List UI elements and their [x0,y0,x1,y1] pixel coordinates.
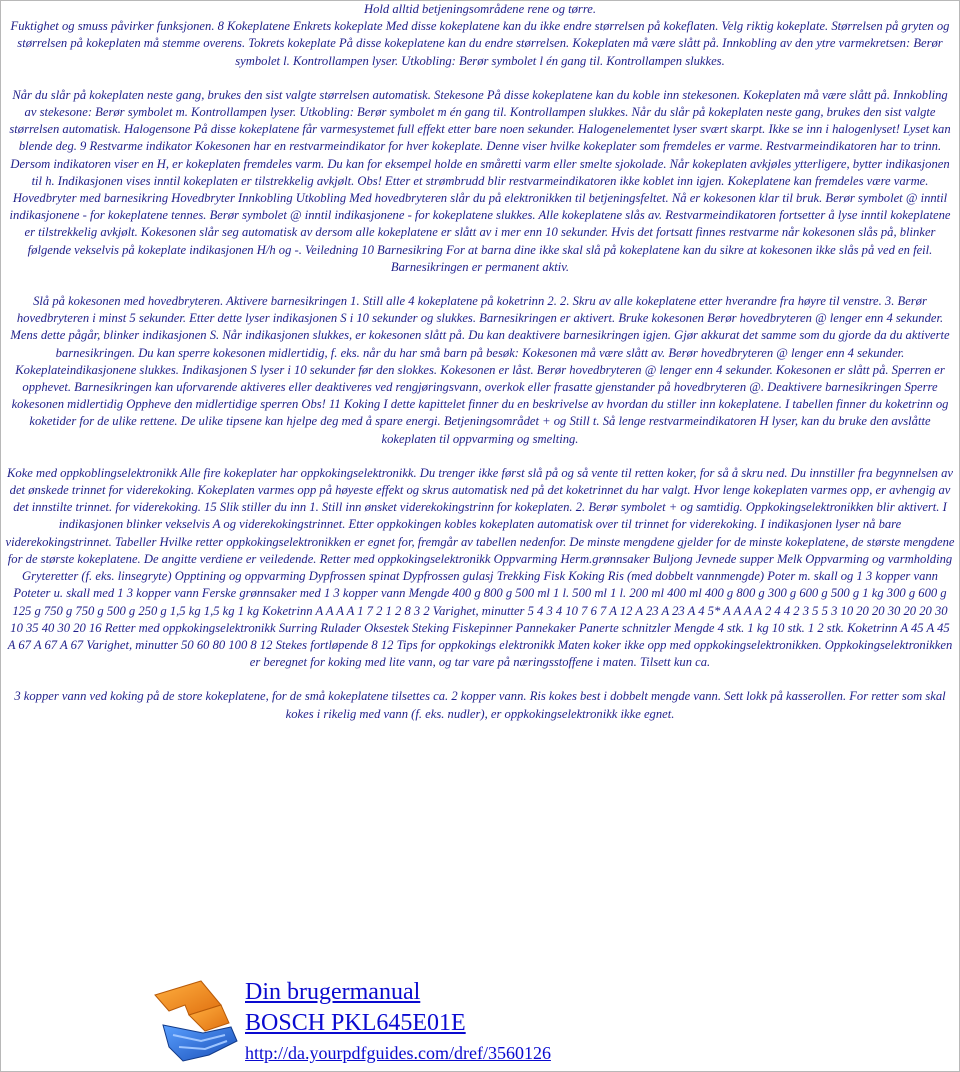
url-link[interactable]: http://da.yourpdfguides.com/dref/3560126 [245,1043,551,1063]
product-link[interactable]: BOSCH PKL645E01E [245,1010,466,1036]
document-body [5,1,955,723]
paragraph-roasting-zone: Når du slår på kokeplaten neste gang, brukes den sist valgte størrelsen automatisk. Stekesone På disse kokeplatene kan du koble inn stekesonen. Kokeplaten må være slått på. Innkobling av stekesone: Berør symbolet m. Kontrollampen lyser. Utkobling: Berør symbolet m én gang til. Kontrollampen slukkes. Når du slår på kokeplaten neste gang, brukes den sist valgte størrelsen automatisk. Halogensone På disse kokeplatene får varmesystemet full effekt etter bare noen sekunder. Halogenelementet lyser svært skarpt. Ikke se inn i halogenlyset! Lyset kan blende deg. 9 Restvarme indikator Kokesonen har en restvarmeindikator for hver kokeplate. Denne viser hvilke kokeplater som fremdeles er varme. Restvarmeindikatoren har to trinn. Dersom indikatoren viser en H, er kokeplaten fremdeles varm. Du kan for eksempel holde en småretti varm eller smelte sjokolade. Når kokeplaten avkjøles ytterligere, bytter indikasjonen til h. Indikasjonen vises inntil kokeplaten er tilstrekkelig avkjølt. Obs! Etter et strømbrudd blir restvarmeindikatoren ikke koblet inn igjen. Kokeplatene kan fremdeles være varme. Hovedbryter med barnesikring Hovedbryter Innkobling Utkobling Med hovedbryteren slår du på elektronikken til betjeningsfeltet. Nå er kokesonen klar til bruk. Berør symbolet @ inntil indikasjonene - for kokeplatene tennes. Berør symbolet @ inntil indikasjonene - for kokeplatene slukkes. Alle kokeplatene slås av. Restvarmeindikatoren fortsetter å lyse inntil kokeplatene er tilstrekkelig avkjølt. Kokesonen slår seg automatisk av dersom alle kokeplatene er slått av i mer enn 10 sekunder. Hvis det fortsatt finnes restvarme når kokesonen slås på, blinker følgende vekselvis på kokeplate indikasjonen H/h og -. Veiledning 10 Barnesikring For at barna dine ikke skal slå på kokeplatene kan du sikre at kokesonen ikke slås på ved en feil. Barnesikringen er permanent aktiv. [9,87,951,274]
paragraph-spacer [5,276,955,293]
paragraph-care: Hold alltid betjeningsområdene rene og tørre. [363,2,597,16]
paragraph-hotplates: Fuktighet og smuss påvirker funksjonen. 8 Kokeplatene Enkrets kokeplate Med disse kokeplatene kan du ikke endre størrelsen på kokeflaten. Velg riktig kokeplate. Størrelsen på gryten og størrelsen på kokeplaten må stemme overens. Tokrets kokeplate På disse kokeplatene kan du endre størrelsen. Kokeplaten må være slått på. Innkobling av den ytre varmekretsen: Berør symbolet l. Kontrollampen lyser. Utkobling: Berør symbolet l én gang til. Kontrollampen slukkes. [10,19,950,68]
manual-link[interactable]: Din brugermanual [245,979,421,1005]
paragraph-spacer [5,448,955,465]
paragraph-child-lock: Slå på kokesonen med hovedbryteren. Aktivere barnesikringen 1. Still alle 4 kokeplatene på koketrinn 2. 2. Skru av alle kokeplatene etter hverandre fra høyre til venstre. 3. Berør hovedbryteren i minst 5 sekunder. Etter dette lyser indikasjonen S i 10 sekunder og slukkes. Barnesikringen er aktivert. Bruke kokesonen Berør hovedbryteren @ lenger enn 4 sekunder. Mens dette pågår, blinker indikasjonen S. Når indikasjonen slukkes, er kokesonen slått på. Du kan deaktivere barnesikringen igjen. Gjør akkurat det samme som du gjorde da du aktiverte barnesikringen. Du kan sperre kokesonen midlertidig, f. eks. når du har små barn på besøk: Kokesonen må være slått av. Berør hovedbryteren @ lenger enn 4 sekunder. Kokeplateindikasjonene slukkes. Indikasjonen S lyser i 10 sekunder før den slokkes. Kokesonen er låst. Berør hovedbryteren @ lenger enn 4 sekunder. Kokesonen er slått på. Sperren er opphevet. Barnesikringen kan uforvarende aktiveres eller deaktiveres ved rengjøringsvann, overkok eller frasatte gjenstander på hovedbryteren @. Deaktivere barnesikringen Sperre kokesonen midlertidig Oppheve den midlertidige sperren Obs! 11 Koking I dette kapittelet finner du en beskrivelse av hvordan du stiller inn kokeplatene. I tabellen finner du koketrinn og koketider for de ulike rettene. De ulike tipsene kan hjelpe deg med å spare energi. Betjeningsområdet + og Still t. Så lenge restvarmeindikatoren H lyser, kan du bruke den avslåtte kokeplaten til oppvarming og smelting. [10,294,950,446]
paragraph-boil-electronics: Koke med oppkoblingselektronikk Alle fire kokeplater har oppkokingselektronikk. Du trenger ikke først slå på og så vente til retten koker, for så å skru ned. Du innstiller fra begynnelsen av det ønskede trinnet for viderekoking. Kokeplaten varmes opp på høyeste effekt og skrus automatisk ned på det koketrinnet du har valgt. Hvor lenge kokeplaten varmes opp, er avhengig av det innstilte trinnet. for viderekoking. 15 Slik stiller du inn 1. Still inn ønsket viderekokingstrinn for kokeplaten. 2. Berør symbolet + og samtidig. Oppkokingselektronikken blir aktivert. I indikasjonen blinker vekselvis A og viderekokingstrinnet. Etter oppkokingen kobles kokeplaten automatisk over til trinnet for viderekoking. I indikasjonen lyser nå bare viderekokingstrinnet. Tabeller Hvilke retter oppkokingselektronikken er egnet for, fremgår av tabellen nedenfor. De minste mengdene gjelder for de minste kokeplatene, de største mengdene for de største kokeplatene. De angitte verdiene er veiledende. Retter med oppkokingselektronikk Oppvarming Herm.grønnsaker Buljong Jevnede supper Melk Oppvarming og varmholding Gryteretter (f. eks. linsegryte) Opptining og oppvarming Dypfrossen spinat Dypfrossen gulasj Trekking Fisk Koking Ris (med dobbelt vannmengde) Poter m. skall og 1 3 kopper vann Poteter u. skall med 1 3 kopper vann Ferske grønnsaker med 1 3 kopper vann Mengde 400 g 800 g 500 ml 1 l. 500 ml 1 l. 200 ml 400 ml 400 g 800 g 300 g 600 g 500 g 1 kg 300 g 600 g 125 g 750 g 750 g 500 g 250 g 1,5 kg 1,5 kg 1 kg Koketrinn A A A A 1 7 2 1 2 8 3 2 Varighet, minutter 5 4 3 4 10 7 6 7 A 12 A 23 A 23 A 4 5* A A A A 2 4 4 2 3 5 5 3 10 20 20 30 20 20 30 10 35 40 30 20 16 Retter med oppkokingselektronikk Surring Rulader Oksestek Steking Fiskepinner Pannekaker Panerte schnitzler Mengde 4 stk. 1 kg 10 stk. 1 2 stk. Koketrinn A 45 A 45 A 67 A 67 A 67 Varighet, minutter 50 60 80 100 8 12 Stekes fortløpende 8 12 Tips for oppkokings elektronikk Maten koker ikke opp med oppkokingselektronikken. Oppkokingselektronikken er beregnet for koking med lite vann, og tar vare på næringsstoffene i maten. Tilsett kun ca. [5,465,955,670]
footer-links [245,977,551,1067]
footer [149,975,789,1071]
paragraph-spacer [5,671,955,688]
paragraph-rice-tips: 3 kopper vann ved koking på de store kokeplatene, for de små kokeplatene tilsettes ca. 2 kopper vann. Ris kokes best i dobbelt mengde vann. Sett lokk på kasserollen. For retter som skal kokes i rikelig med vann (f. eks. nudler), er oppkokingselektronikk ikke egnet. [14,689,946,721]
paragraph-spacer [5,70,955,87]
hand-pointer-icon [149,975,243,1069]
